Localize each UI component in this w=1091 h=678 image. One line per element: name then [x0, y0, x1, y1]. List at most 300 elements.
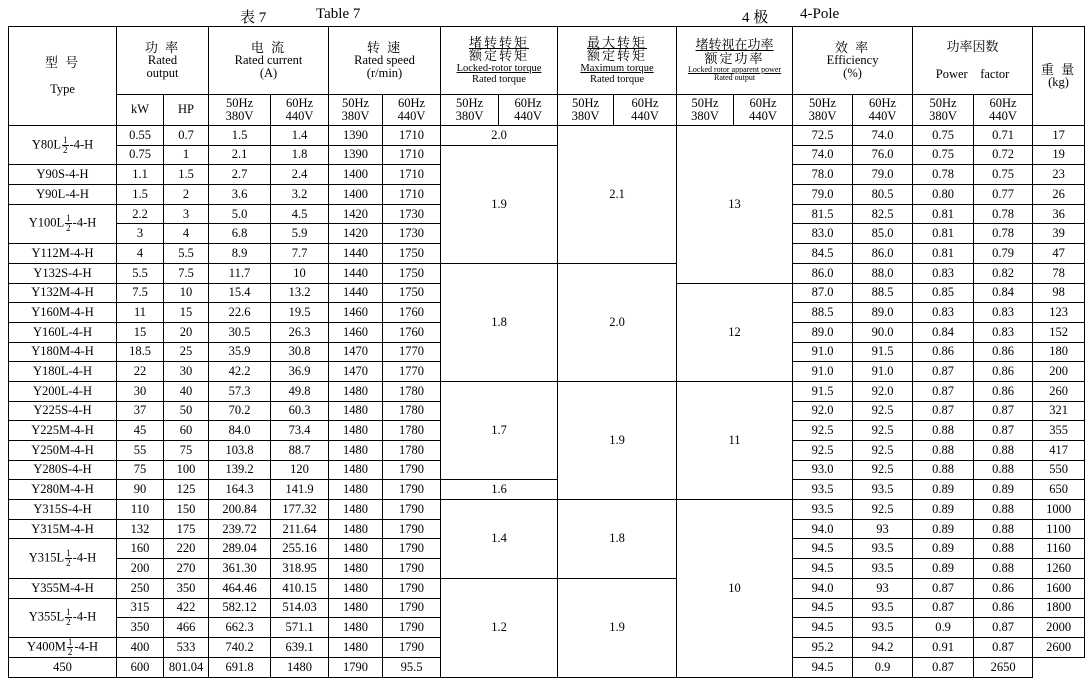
cell-speed-60hz: 1790: [383, 539, 441, 559]
cell-hp: 150: [164, 500, 209, 520]
cell-efficiency-50hz: 74.0: [793, 145, 853, 165]
table-row: [9, 145, 1085, 165]
cell-efficiency-50hz: 88.5: [793, 303, 853, 323]
header-eff-freq-50hz: 50Hz 380V: [793, 95, 853, 126]
cell-maximum-torque: 1.9: [558, 578, 677, 677]
cell-weight: 39: [1033, 224, 1085, 244]
cell-locked-rotor-torque: 1.8: [441, 263, 558, 381]
cell-weight: 17: [1033, 126, 1085, 146]
cell-weight: 26: [1033, 185, 1085, 205]
header-speed-freq-50hz: 50Hz 380V: [329, 95, 383, 126]
cell-hp: 100: [164, 460, 209, 480]
cell-type: Y225M-4-H: [9, 421, 117, 441]
cell-current-50hz: 103.8: [209, 441, 271, 461]
cell-power-factor-50hz: 0.83: [913, 303, 974, 323]
cell-speed-60hz: 1710: [383, 165, 441, 185]
cell-power-factor-50hz: 0.84: [913, 322, 974, 342]
cell-kw: 450: [9, 657, 117, 677]
cell-power-factor-60hz: 0.89: [974, 480, 1033, 500]
cell-weight: 152: [1033, 322, 1085, 342]
cell-power-factor-60hz: 0.86: [974, 342, 1033, 362]
cell-hp: 1.5: [164, 165, 209, 185]
cell-current-60hz: 2.4: [271, 165, 329, 185]
cell-efficiency-50hz: 93.0: [793, 460, 853, 480]
cell-kw: 7.5: [117, 283, 164, 303]
cell-type: Y80L $\frac{1}{2}$ -4-H: [9, 126, 117, 165]
cell-speed-50hz: 1400: [329, 185, 383, 205]
cell-type: Y355M-4-H: [9, 578, 117, 598]
header-weight-cn: 重 量: [1040, 61, 1077, 77]
cell-current-50hz: 70.2: [209, 401, 271, 421]
header-locked-apparent-power: [677, 27, 793, 95]
cell-speed-60hz: 1780: [383, 441, 441, 461]
cell-locked-rotor-torque: 1.9: [441, 145, 558, 263]
cell-kw: 132: [117, 519, 164, 539]
cell-weight: 78: [1033, 263, 1085, 283]
cell-type: Y315M-4-H: [9, 519, 117, 539]
cell-current-50hz: 289.04: [209, 539, 271, 559]
cell-efficiency-60hz: 82.5: [853, 204, 913, 224]
cell-hp: 3: [164, 204, 209, 224]
cell-efficiency-60hz: 92.5: [853, 421, 913, 441]
cell-power-factor-50hz: 0.87: [913, 362, 974, 382]
cell-weight: 260: [1033, 381, 1085, 401]
cell-current-50hz: 361.30: [209, 559, 271, 579]
table-number-cn: 表 7: [240, 10, 267, 26]
header-maximum-torque: [558, 27, 677, 95]
header-max-freq-50hz: 50Hz 380V: [558, 95, 614, 126]
motor-spec-table: [8, 26, 1085, 678]
cell-efficiency-60hz: 94.2: [853, 637, 913, 657]
cell-locked-rotor-torque: 1.2: [441, 578, 558, 677]
cell-power-factor-50hz: 0.88: [913, 421, 974, 441]
cell-efficiency-50hz: 95.2: [793, 637, 853, 657]
cell-power-factor-60hz: 0.87: [974, 421, 1033, 441]
cell-power-factor-50hz: 0.83: [913, 263, 974, 283]
cell-efficiency-60hz: 94.5: [793, 657, 853, 677]
cell-speed-50hz: 1440: [329, 283, 383, 303]
cell-power-factor-50hz: 0.81: [913, 224, 974, 244]
cell-power-factor-60hz: 0.83: [974, 322, 1033, 342]
cell-power-factor-60hz: 0.83: [974, 303, 1033, 323]
cell-power-factor-60hz: 0.86: [974, 381, 1033, 401]
cell-type: Y180M-4-H: [9, 342, 117, 362]
cell-current-50hz: 15.4: [209, 283, 271, 303]
cell-power-factor-60hz: 0.88: [974, 539, 1033, 559]
cell-maximum-torque: 1.9: [558, 381, 677, 499]
cell-current-50hz: 11.7: [209, 263, 271, 283]
cell-power-factor-60hz: 0.87: [974, 618, 1033, 638]
cell-current-50hz: 8.9: [209, 244, 271, 264]
cell-current-60hz: 1.4: [271, 126, 329, 146]
header-speed: [329, 27, 441, 95]
cell-weight: 2000: [1033, 618, 1085, 638]
cell-efficiency-50hz: 92.5: [793, 421, 853, 441]
fraction-half: $\frac{1}{2}$: [66, 213, 71, 234]
cell-power-factor-50hz: 0.91: [913, 637, 974, 657]
cell-efficiency-60hz: 93.5: [853, 559, 913, 579]
cell-weight: 1260: [1033, 559, 1085, 579]
cell-efficiency-60hz: 89.0: [853, 303, 913, 323]
cell-efficiency-50hz: 95.5: [383, 657, 441, 677]
cell-efficiency-60hz: 92.5: [853, 401, 913, 421]
cell-efficiency-60hz: 86.0: [853, 244, 913, 264]
cell-speed-60hz: 1790: [383, 598, 441, 618]
cell-kw: 160: [117, 539, 164, 559]
cell-efficiency-50hz: 89.0: [793, 322, 853, 342]
cell-power-factor-50hz: 0.89: [913, 539, 974, 559]
cell-hp: 40: [164, 381, 209, 401]
cell-kw: 5.5: [117, 263, 164, 283]
cell-locked-rotor-torque: 1.7: [441, 381, 558, 479]
cell-weight: 417: [1033, 441, 1085, 461]
cell-power-factor-50hz: 0.81: [913, 204, 974, 224]
cell-speed-60hz: 1760: [383, 322, 441, 342]
cell-speed-50hz: 1480: [329, 480, 383, 500]
cell-power-factor-50hz: 0.88: [913, 460, 974, 480]
cell-kw: 45: [117, 421, 164, 441]
table-row: [9, 263, 1085, 283]
header-max-cn1: 最大转矩: [587, 34, 648, 50]
cell-weight: 23: [1033, 165, 1085, 185]
cell-speed-50hz: 1470: [329, 342, 383, 362]
cell-power-factor-50hz: 0.78: [913, 165, 974, 185]
header-speed-unit: (r/min): [366, 66, 403, 81]
cell-power-factor-50hz: 0.75: [913, 126, 974, 146]
header-efficiency: [793, 27, 913, 95]
cell-current-50hz: 5.0: [209, 204, 271, 224]
header-lra-en2: Rated output: [713, 73, 756, 83]
cell-kw: 75: [117, 460, 164, 480]
cell-current-50hz: 35.9: [209, 342, 271, 362]
cell-efficiency-60hz: 88.5: [853, 283, 913, 303]
cell-efficiency-50hz: 94.5: [793, 598, 853, 618]
cell-locked-rotor-torque: 1.4: [441, 500, 558, 579]
cell-current-60hz: 177.32: [271, 500, 329, 520]
cell-power-factor-60hz: 0.86: [974, 578, 1033, 598]
header-lrt-freq-60hz: 60Hz 440V: [499, 95, 558, 126]
table-row: [9, 381, 1085, 401]
cell-type: Y225S-4-H: [9, 401, 117, 421]
cell-kw: 15: [117, 322, 164, 342]
cell-locked-apparent-power: 12: [677, 283, 793, 381]
cell-power-factor-50hz: 0.89: [913, 519, 974, 539]
cell-current-60hz: 19.5: [271, 303, 329, 323]
header-locked-rotor-torque: [441, 27, 558, 95]
cell-power-factor-50hz: 0.81: [913, 244, 974, 264]
cell-current-50hz: 662.3: [209, 618, 271, 638]
cell-maximum-torque: 1.8: [558, 500, 677, 579]
cell-hp: 20: [164, 322, 209, 342]
cell-speed-60hz: 1790: [383, 519, 441, 539]
cell-current-60hz: 318.95: [271, 559, 329, 579]
cell-speed-60hz: 1790: [383, 618, 441, 638]
cell-power-factor-60hz: 0.77: [974, 185, 1033, 205]
cell-efficiency-50hz: 84.5: [793, 244, 853, 264]
cell-speed-60hz: 1730: [383, 224, 441, 244]
cell-weight: 1800: [1033, 598, 1085, 618]
header-current-en: Rated current: [234, 53, 303, 68]
cell-type: Y280M-4-H: [9, 480, 117, 500]
header-lra-cn2: 额定功率: [704, 51, 765, 67]
cell-type: Y280S-4-H: [9, 460, 117, 480]
cell-hp: 75: [164, 441, 209, 461]
cell-type: Y160L-4-H: [9, 322, 117, 342]
cell-weight: 2600: [1033, 637, 1085, 657]
cell-efficiency-50hz: 92.5: [793, 441, 853, 461]
cell-speed-50hz: 1480: [329, 441, 383, 461]
cell-efficiency-60hz: 74.0: [853, 126, 913, 146]
cell-speed-50hz: 1480: [271, 657, 329, 677]
cell-weight: 1100: [1033, 519, 1085, 539]
cell-speed-60hz: 1730: [383, 204, 441, 224]
cell-hp: 50: [164, 401, 209, 421]
cell-speed-50hz: 1480: [329, 500, 383, 520]
cell-type: Y100L $\frac{1}{2}$ -4-H: [9, 204, 117, 243]
cell-kw: 1.1: [117, 165, 164, 185]
cell-hp: 220: [164, 539, 209, 559]
cell-hp: 533: [164, 637, 209, 657]
cell-efficiency-50hz: 94.5: [793, 618, 853, 638]
cell-current-60hz: 5.9: [271, 224, 329, 244]
cell-power-factor-50hz: 0.75: [913, 145, 974, 165]
cell-type: Y200L-4-H: [9, 381, 117, 401]
cell-efficiency-50hz: 91.0: [793, 362, 853, 382]
cell-speed-50hz: 1480: [329, 618, 383, 638]
cell-power-factor-60hz: 0.88: [974, 460, 1033, 480]
cell-efficiency-60hz: 92.5: [853, 441, 913, 461]
cell-current-50hz: 1.5: [209, 126, 271, 146]
header-current: [209, 27, 329, 95]
cell-current-60hz: 691.8: [209, 657, 271, 677]
cell-efficiency-50hz: 94.0: [793, 578, 853, 598]
cell-weight: 2650: [974, 657, 1033, 677]
cell-hp: 5.5: [164, 244, 209, 264]
header-output-en1: Rated: [147, 53, 178, 68]
cell-power-factor-50hz: 0.87: [913, 578, 974, 598]
cell-speed-60hz: 1790: [383, 578, 441, 598]
cell-weight: 321: [1033, 401, 1085, 421]
cell-current-50hz: 3.6: [209, 185, 271, 205]
cell-weight: 123: [1033, 303, 1085, 323]
header-eff-unit: (%): [843, 66, 862, 81]
cell-speed-60hz: 1780: [383, 381, 441, 401]
cell-current-50hz: 2.7: [209, 165, 271, 185]
cell-weight: 200: [1033, 362, 1085, 382]
cell-speed-50hz: 1470: [329, 362, 383, 382]
cell-current-60hz: 120: [271, 460, 329, 480]
cell-locked-apparent-power: 10: [677, 500, 793, 678]
cell-type: Y90L-4-H: [9, 185, 117, 205]
cell-kw: 30: [117, 381, 164, 401]
cell-type: Y355L $\frac{1}{2}$ -4-H: [9, 598, 117, 637]
cell-power-factor-60hz: 0.88: [974, 441, 1033, 461]
cell-speed-50hz: 1390: [329, 126, 383, 146]
cell-kw: 0.75: [117, 145, 164, 165]
cell-efficiency-60hz: 93: [853, 578, 913, 598]
cell-current-60hz: 26.3: [271, 322, 329, 342]
cell-type: Y112M-4-H: [9, 244, 117, 264]
fraction-half: $\frac{1}{2}$: [66, 607, 71, 628]
cell-kw: 11: [117, 303, 164, 323]
cell-hp: 350: [164, 578, 209, 598]
cell-weight: 47: [1033, 244, 1085, 264]
cell-weight: 355: [1033, 421, 1085, 441]
cell-hp: 0.7: [164, 126, 209, 146]
cell-kw: 55: [117, 441, 164, 461]
header-max-cn2: 额定转矩: [587, 48, 648, 64]
header-lra-cn1: 堵转视在功率: [695, 37, 774, 53]
cell-power-factor-50hz: 0.80: [913, 185, 974, 205]
cell-speed-60hz: 1710: [383, 185, 441, 205]
cell-efficiency-60hz: 92.5: [853, 460, 913, 480]
pole-label-cn: 4 极: [742, 10, 769, 26]
cell-efficiency-50hz: 94.0: [793, 519, 853, 539]
table-header: [9, 27, 1085, 126]
cell-hp: 60: [164, 421, 209, 441]
cell-speed-60hz: 1750: [383, 263, 441, 283]
cell-efficiency-50hz: 78.0: [793, 165, 853, 185]
cell-kw: 18.5: [117, 342, 164, 362]
cell-weight: 1160: [1033, 539, 1085, 559]
cell-efficiency-50hz: 94.5: [793, 539, 853, 559]
cell-efficiency-60hz: 88.0: [853, 263, 913, 283]
cell-weight: 550: [1033, 460, 1085, 480]
cell-speed-60hz: 1750: [383, 244, 441, 264]
cell-hp: 7.5: [164, 263, 209, 283]
cell-kw: 110: [117, 500, 164, 520]
cell-type: Y250M-4-H: [9, 441, 117, 461]
cell-current-50hz: 582.12: [209, 598, 271, 618]
cell-speed-60hz: 1790: [383, 460, 441, 480]
cell-type: Y400M $\frac{1}{2}$ -4-H: [9, 637, 117, 657]
header-speed-cn: 转 速: [366, 39, 403, 55]
cell-efficiency-50hz: 93.5: [793, 480, 853, 500]
cell-power-factor-50hz: 0.85: [913, 283, 974, 303]
cell-current-60hz: 7.7: [271, 244, 329, 264]
cell-current-60hz: 13.2: [271, 283, 329, 303]
header-current-freq-50hz: 50Hz 380V: [209, 95, 271, 126]
cell-speed-50hz: 1480: [329, 381, 383, 401]
table-row: [9, 500, 1085, 520]
cell-speed-60hz: 1710: [383, 145, 441, 165]
cell-speed-50hz: 1480: [329, 539, 383, 559]
cell-kw: 2.2: [117, 204, 164, 224]
cell-hp: 1: [164, 145, 209, 165]
fraction-half: $\frac{1}{2}$: [66, 548, 71, 569]
cell-power-factor-50hz: 0.9: [913, 618, 974, 638]
cell-speed-60hz: 1780: [383, 401, 441, 421]
cell-current-60hz: 60.3: [271, 401, 329, 421]
cell-power-factor-60hz: 0.78: [974, 224, 1033, 244]
cell-current-60hz: 73.4: [271, 421, 329, 441]
cell-current-50hz: 200.84: [209, 500, 271, 520]
table-caption: [0, 4, 1091, 24]
header-pf-freq-60hz: 60Hz 440V: [974, 95, 1033, 126]
cell-efficiency-60hz: 91.0: [853, 362, 913, 382]
cell-efficiency-60hz: 92.5: [853, 500, 913, 520]
cell-power-factor-50hz: 0.86: [913, 342, 974, 362]
cell-kw: 37: [117, 401, 164, 421]
cell-speed-50hz: 1480: [329, 460, 383, 480]
header-lrt-en1: Locked-rotor torque: [456, 63, 542, 75]
cell-efficiency-60hz: 80.5: [853, 185, 913, 205]
cell-weight: 180: [1033, 342, 1085, 362]
cell-speed-60hz: 1790: [383, 559, 441, 579]
table-number-en: Table 7: [316, 6, 361, 22]
cell-power-factor-60hz: 0.79: [974, 244, 1033, 264]
cell-current-60hz: 88.7: [271, 441, 329, 461]
cell-efficiency-60hz: 93.5: [853, 598, 913, 618]
header-lrt-freq-50hz: 50Hz 380V: [441, 95, 499, 126]
cell-speed-60hz: 1790: [383, 500, 441, 520]
table-row: [9, 480, 1085, 500]
cell-power-factor-50hz: 0.9: [853, 657, 913, 677]
cell-efficiency-60hz: 91.5: [853, 342, 913, 362]
cell-hp: 25: [164, 342, 209, 362]
cell-hp: 15: [164, 303, 209, 323]
header-output: [117, 27, 209, 95]
cell-hp: 2: [164, 185, 209, 205]
cell-efficiency-50hz: 92.0: [793, 401, 853, 421]
cell-current-50hz: 2.1: [209, 145, 271, 165]
cell-locked-rotor-torque: 1.6: [441, 480, 558, 500]
cell-power-factor-60hz: 0.87: [974, 637, 1033, 657]
cell-weight: 1600: [1033, 578, 1085, 598]
cell-kw: 250: [117, 578, 164, 598]
header-output-en2: output: [146, 66, 179, 81]
cell-speed-60hz: 1790: [383, 637, 441, 657]
cell-power-factor-60hz: 0.71: [974, 126, 1033, 146]
cell-speed-60hz: 1770: [383, 342, 441, 362]
cell-speed-50hz: 1460: [329, 322, 383, 342]
header-current-freq-60hz: 60Hz 440V: [271, 95, 329, 126]
cell-type: Y90S-4-H: [9, 165, 117, 185]
cell-hp: 600: [117, 657, 164, 677]
table-body: [9, 126, 1085, 678]
cell-efficiency-50hz: 93.5: [793, 500, 853, 520]
cell-current-60hz: 514.03: [271, 598, 329, 618]
cell-efficiency-60hz: 93: [853, 519, 913, 539]
cell-efficiency-50hz: 94.5: [793, 559, 853, 579]
header-speed-freq-60hz: 60Hz 440V: [383, 95, 441, 126]
cell-current-50hz: 801.04: [164, 657, 209, 677]
header-eff-freq-60hz: 60Hz 440V: [853, 95, 913, 126]
cell-power-factor-60hz: 0.86: [974, 362, 1033, 382]
cell-kw: 3: [117, 224, 164, 244]
cell-current-60hz: 3.2: [271, 185, 329, 205]
cell-hp: 30: [164, 362, 209, 382]
cell-speed-50hz: 1440: [329, 244, 383, 264]
cell-hp: 466: [164, 618, 209, 638]
cell-efficiency-50hz: 79.0: [793, 185, 853, 205]
cell-hp: 270: [164, 559, 209, 579]
cell-speed-50hz: 1420: [329, 204, 383, 224]
cell-speed-60hz: 1770: [383, 362, 441, 382]
fraction-half: $\frac{1}{2}$: [63, 134, 68, 155]
cell-speed-50hz: 1480: [329, 519, 383, 539]
cell-weight: 98: [1033, 283, 1085, 303]
cell-hp: 125: [164, 480, 209, 500]
cell-current-50hz: 22.6: [209, 303, 271, 323]
cell-efficiency-60hz: 85.0: [853, 224, 913, 244]
cell-type: Y180L-4-H: [9, 362, 117, 382]
cell-hp: 175: [164, 519, 209, 539]
cell-current-60hz: 10: [271, 263, 329, 283]
header-lrt-cn2: 额定转矩: [469, 48, 530, 64]
header-speed-en: Rated speed: [354, 53, 415, 68]
cell-current-50hz: 740.2: [209, 637, 271, 657]
